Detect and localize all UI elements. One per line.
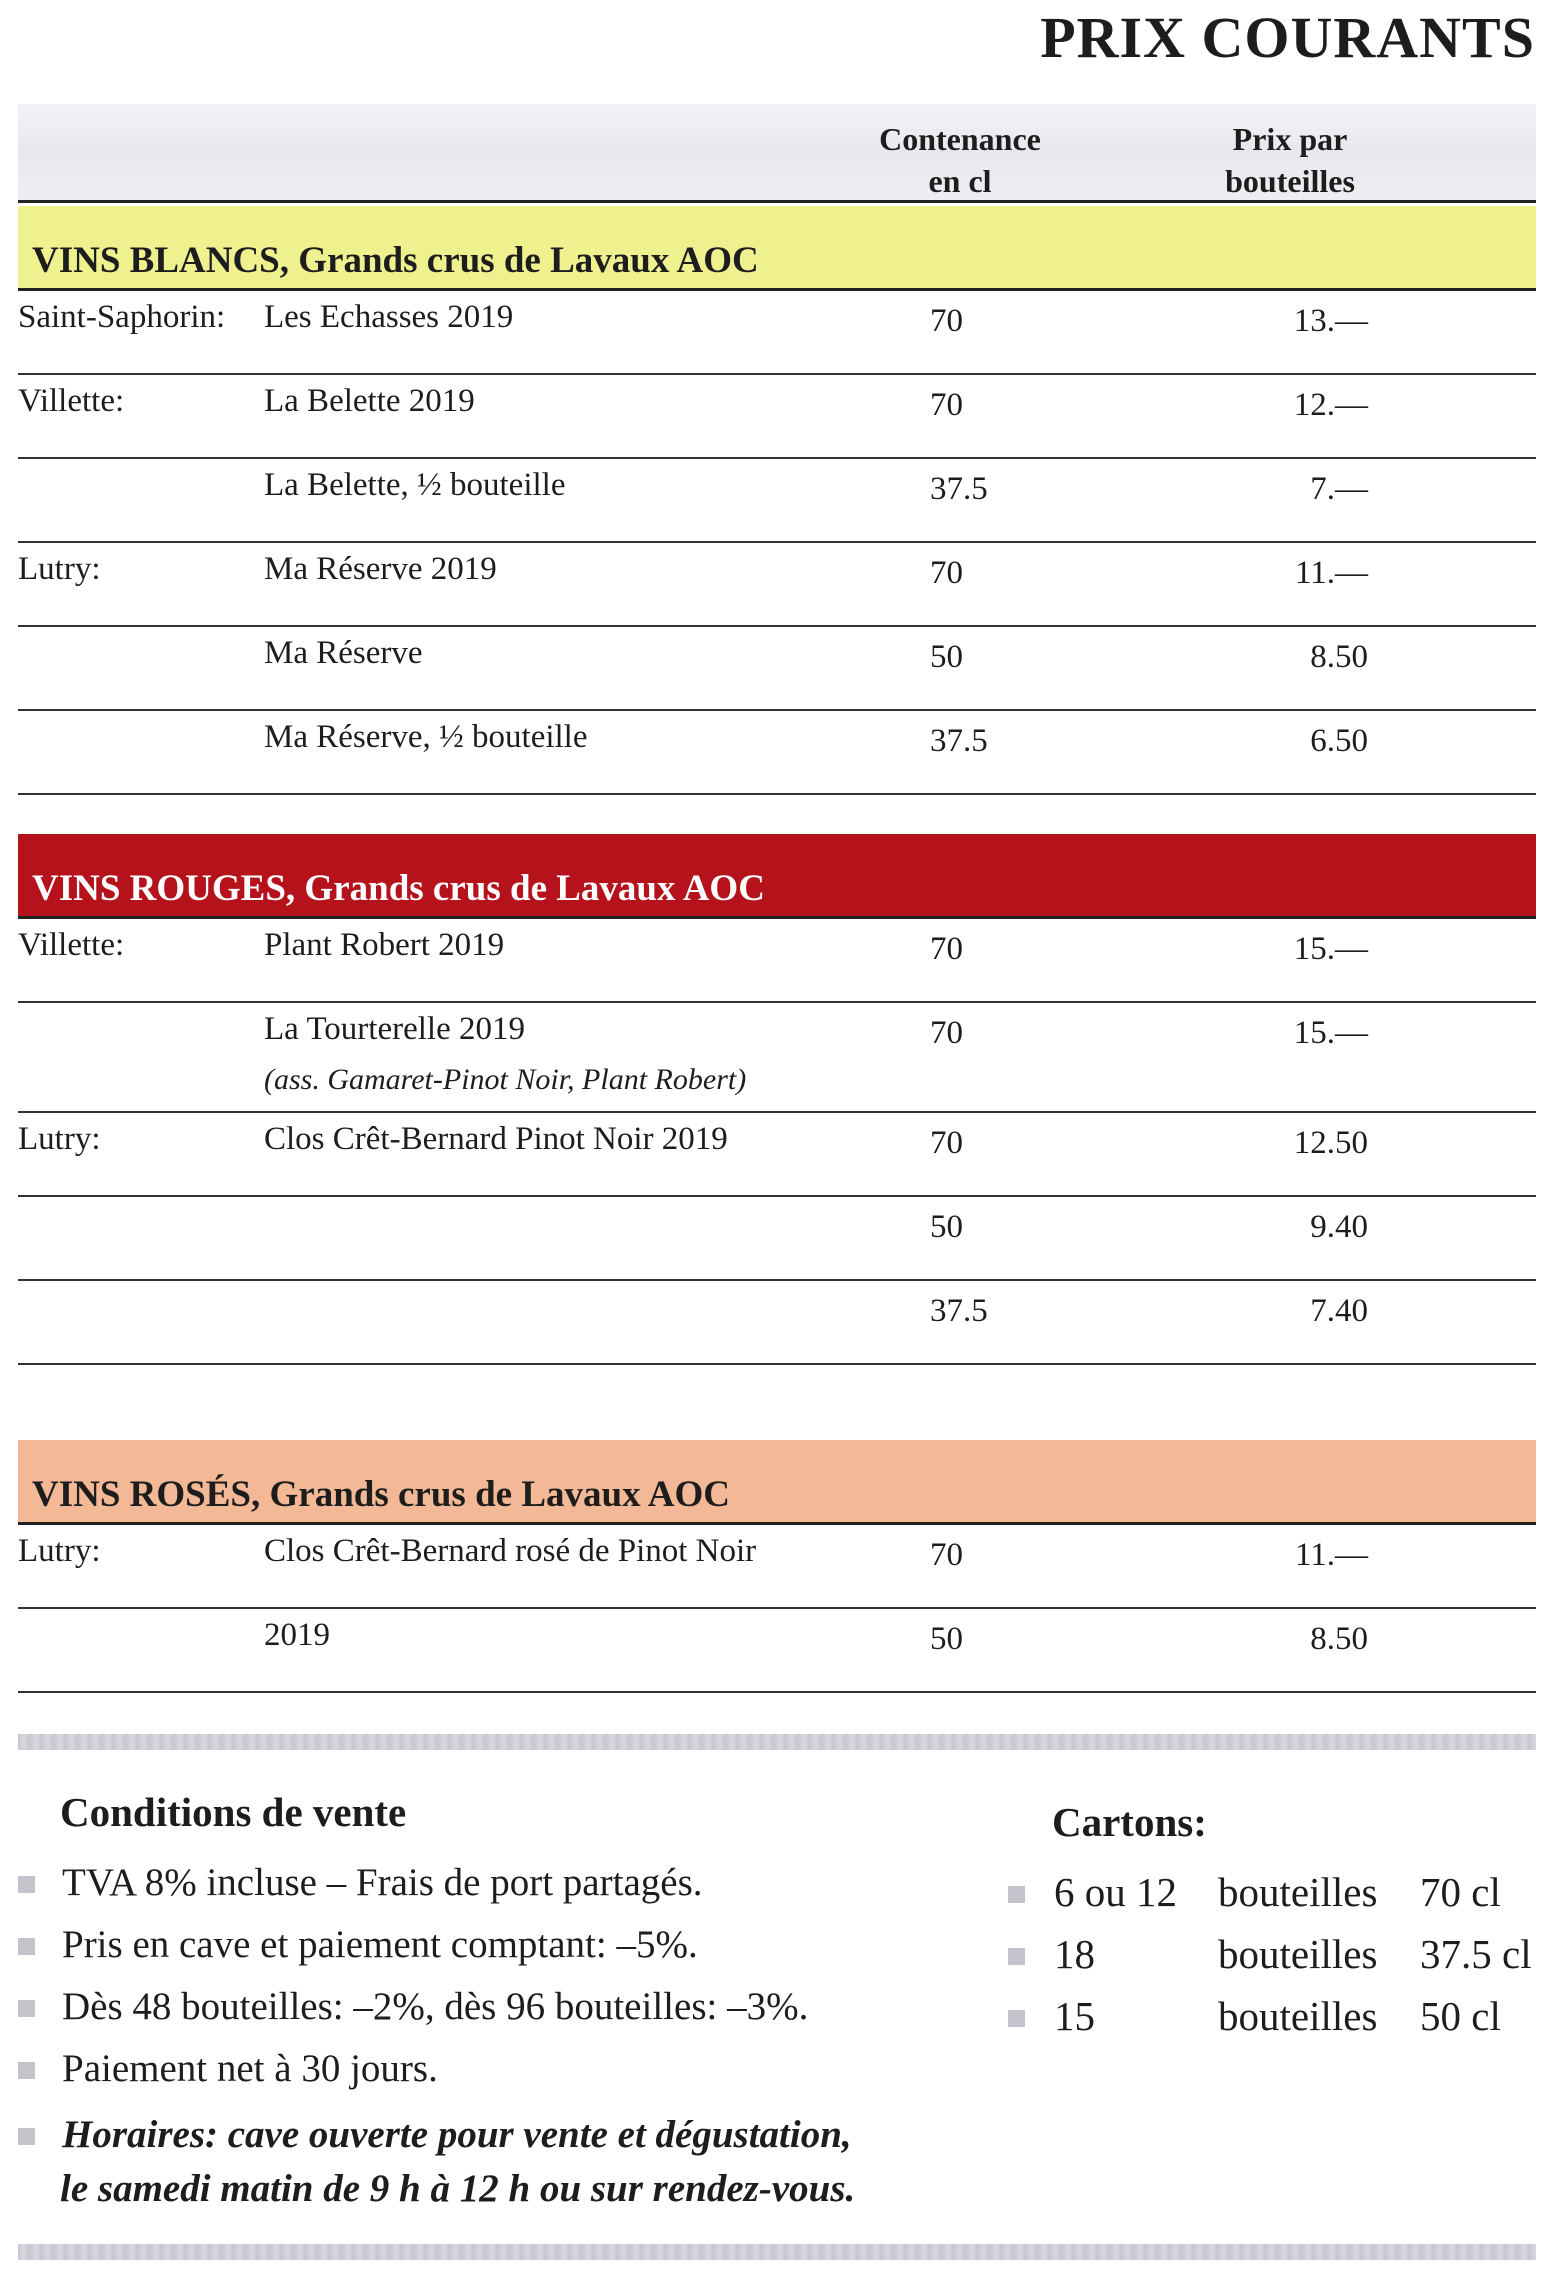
divider-band-bottom: [18, 2244, 1536, 2260]
header-rule: [18, 200, 1536, 203]
divider-band-top: [18, 1734, 1536, 1750]
row-wine-name: La Tourterelle 2019: [264, 1011, 525, 1047]
row-price: 7.40: [1310, 1293, 1368, 1329]
bullet-square-icon: [1008, 1886, 1025, 1903]
carton-size: 37.5 cl: [1420, 1931, 1532, 1977]
section-title: VINS BLANCS, Grands crus de Lavaux AOC: [32, 240, 759, 281]
section-rule: [18, 916, 1536, 919]
section-title: VINS ROUGES, Grands crus de Lavaux AOC: [32, 868, 765, 909]
row-rule: [18, 1279, 1536, 1281]
row-price: 11.—: [1294, 555, 1368, 591]
carton-unit: bouteilles: [1218, 1993, 1378, 2039]
section-header: [18, 206, 1536, 288]
row-region: Saint-Saphorin:: [18, 299, 226, 335]
row-volume: 37.5: [930, 471, 988, 507]
row-volume: 70: [930, 387, 963, 423]
row-rule: [18, 793, 1536, 795]
row-volume: 70: [930, 1015, 963, 1051]
condition-item: Paiement net à 30 jours.: [62, 2047, 438, 2090]
row-volume: 37.5: [930, 723, 988, 759]
row-rule: [18, 1607, 1536, 1609]
carton-quantity: 15: [1054, 1993, 1095, 2039]
bullet-square-icon: [18, 2000, 35, 2017]
column-header-price-line1: Prix par: [1232, 121, 1348, 157]
row-price: 8.50: [1310, 639, 1368, 675]
row-price: 13.—: [1293, 303, 1368, 339]
row-rule: [18, 457, 1536, 459]
row-volume: 50: [930, 639, 963, 675]
row-wine-note: (ass. Gamaret-Pinot Noir, Plant Robert): [264, 1063, 747, 1096]
section-title: VINS ROSÉS, Grands crus de Lavaux AOC: [32, 1474, 731, 1515]
row-wine-name: 2019: [264, 1617, 330, 1653]
carton-unit: bouteilles: [1218, 1869, 1378, 1915]
row-rule: [18, 373, 1536, 375]
row-price: 15.—: [1293, 931, 1368, 967]
row-price: 9.40: [1310, 1209, 1368, 1245]
row-price: 6.50: [1310, 723, 1368, 759]
row-price: 15.—: [1293, 1015, 1368, 1051]
row-price: 12.50: [1293, 1125, 1368, 1161]
column-header-volume-line2: en cl: [928, 163, 992, 199]
opening-hours-line: Horaires: cave ouverte pour vente et dégustation,: [62, 2113, 852, 2156]
conditions-title: Conditions de vente: [60, 1789, 407, 1835]
bullet-square-icon: [18, 2128, 35, 2145]
row-rule: [18, 1111, 1536, 1113]
condition-item: Dès 48 bouteilles: –2%, dès 96 bouteilles: –3%.: [62, 1985, 809, 2028]
row-region: Lutry:: [18, 1121, 101, 1157]
section-rule: [18, 1522, 1536, 1525]
row-volume: 70: [930, 1537, 963, 1573]
row-price: 11.—: [1294, 1537, 1368, 1573]
cartons-title: Cartons:: [1052, 1799, 1207, 1845]
row-wine-name: Ma Réserve, ½ bouteille: [264, 719, 588, 755]
row-wine-name: Les Echasses 2019: [264, 299, 514, 335]
condition-item: TVA 8% incluse – Frais de port partagés.: [62, 1861, 703, 1904]
bullet-square-icon: [1008, 2010, 1025, 2027]
row-volume: 37.5: [930, 1293, 988, 1329]
condition-item: Pris en cave et paiement comptant: –5%.: [62, 1923, 698, 1966]
column-header-volume-line1: Contenance: [879, 121, 1041, 157]
opening-hours-line: le samedi matin de 9 h à 12 h ou sur rendez-vous.: [60, 2167, 856, 2210]
row-price: 7.—: [1310, 471, 1368, 507]
row-rule: [18, 1001, 1536, 1003]
row-volume: 70: [930, 555, 963, 591]
bullet-square-icon: [18, 1876, 35, 1893]
bullet-square-icon: [1008, 1948, 1025, 1965]
row-wine-name: Clos Crêt-Bernard rosé de Pinot Noir: [264, 1533, 757, 1569]
row-volume: 70: [930, 931, 963, 967]
section-header: [18, 1440, 1536, 1522]
row-rule: [18, 1691, 1536, 1693]
row-rule: [18, 709, 1536, 711]
row-rule: [18, 625, 1536, 627]
bullet-square-icon: [18, 1938, 35, 1955]
carton-quantity: 6 ou 12: [1054, 1869, 1177, 1915]
row-rule: [18, 541, 1536, 543]
bullet-square-icon: [18, 2062, 35, 2079]
carton-unit: bouteilles: [1218, 1931, 1378, 1977]
column-header-price-line2: bouteilles: [1225, 163, 1355, 199]
column-header-volume: [840, 118, 1080, 202]
row-price: 8.50: [1310, 1621, 1368, 1657]
row-wine-name: Clos Crêt-Bernard Pinot Noir 2019: [264, 1121, 728, 1157]
column-header-price: [1170, 118, 1410, 202]
row-rule: [18, 1363, 1536, 1365]
row-wine-name: Ma Réserve: [264, 635, 423, 671]
carton-quantity: 18: [1054, 1931, 1095, 1977]
row-wine-name: La Belette 2019: [264, 383, 475, 419]
carton-size: 70 cl: [1420, 1869, 1501, 1915]
row-rule: [18, 1195, 1536, 1197]
row-volume: 50: [930, 1209, 963, 1245]
row-region: Villette:: [18, 383, 125, 419]
row-region: Lutry:: [18, 551, 101, 587]
row-region: Lutry:: [18, 1533, 101, 1569]
row-price: 12.—: [1293, 387, 1368, 423]
page-title: PRIX COURANTS: [1040, 5, 1535, 70]
carton-size: 50 cl: [1420, 1993, 1501, 2039]
row-wine-name: La Belette, ½ bouteille: [264, 467, 566, 503]
row-volume: 70: [930, 303, 963, 339]
section-header: [18, 834, 1536, 916]
row-region: Villette:: [18, 927, 125, 963]
row-volume: 50: [930, 1621, 963, 1657]
section-rule: [18, 288, 1536, 291]
row-wine-name: Plant Robert 2019: [264, 927, 505, 963]
row-wine-name: Ma Réserve 2019: [264, 551, 497, 587]
row-volume: 70: [930, 1125, 963, 1161]
